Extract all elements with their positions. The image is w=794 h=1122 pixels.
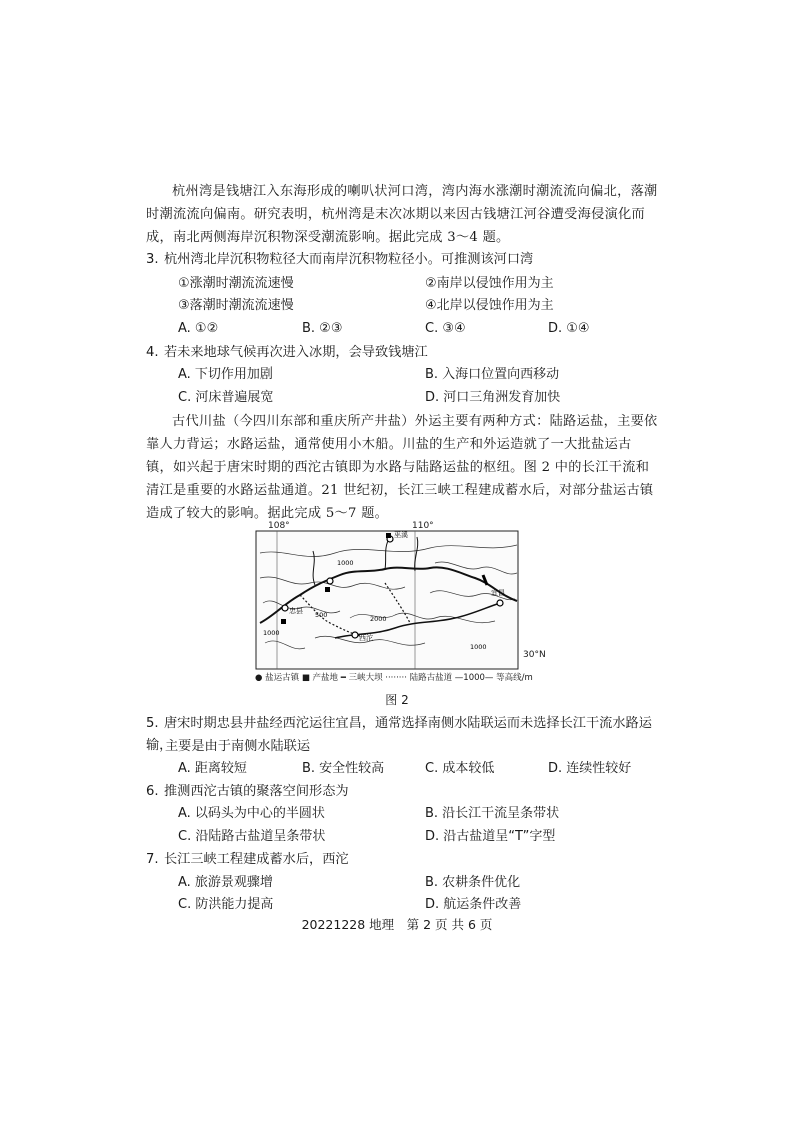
question-number: 6.: [146, 784, 159, 799]
question-6: [146, 781, 666, 803]
option-d[interactable]: D. 沿古盐道呈“T”字型: [425, 829, 556, 844]
option-d[interactable]: D. 河口三角洲发育加快: [425, 390, 561, 405]
option-c[interactable]: C. 防洪能力提高: [178, 897, 274, 912]
option-d[interactable]: D. 连续性较好: [548, 761, 632, 776]
question-stem: 唐宋时期忠县井盐经西沱运往宜昌，通常选择南侧水陆联运而未选择长江干流水路运输，: [146, 716, 652, 753]
map-legend: ● 盐运古镇 ■ 产盐地 ━ 三峡大坝 ········ 陆路古盐道 —1000— 等高线/m: [255, 673, 533, 683]
option-b[interactable]: B. 农耕条件优化: [425, 875, 521, 890]
passage-sichuan-salt: 古代川盐（今四川东部和重庆所产井盐）外运主要有两种方式：陆路运盐，主要依靠人力背运；水路运盐，通常使用小木船。川盐的生产和外运造就了一大批盐运古镇，如兴起于唐宋时期的西沱古镇即为水路与陆路运盐的枢纽。图 2 中的长江干流和清江是重要的水路运盐通道。21 世纪初，长江三峡工程建成蓄水后，对部分盐运古镇造成了较大的影响。据此完成 5～7 题。: [146, 414, 658, 521]
option-a[interactable]: A. ①②: [178, 321, 219, 336]
option-b[interactable]: B. 安全性较高: [302, 761, 385, 776]
option-a[interactable]: A. 以码头为中心的半圆状: [178, 806, 325, 821]
question-7: [146, 849, 666, 871]
longitude-110-label: 110°: [412, 521, 434, 531]
map-label-yichang: 宜昌: [491, 589, 505, 597]
option-c[interactable]: C. ③④: [425, 321, 466, 336]
question-number: 4.: [146, 345, 159, 360]
option-c[interactable]: C. 沿陆路古盐道呈条带状: [178, 829, 326, 844]
statement-4: ④北岸以侵蚀作用为主: [425, 298, 554, 313]
map-label-wuxi: 巫溪: [394, 531, 408, 539]
map-label-zhongxian: 忠县: [289, 607, 303, 615]
contour-label: 1000: [337, 559, 354, 567]
passage-hangzhou-bay: 杭州湾是钱塘江入东海形成的喇叭状河口湾，湾内海水涨潮时潮流流向偏北，落潮时潮流流向偏南。研究表明，杭州湾是末次冰期以来因古钱塘江河谷遭受海侵演化而成，南北两侧海岸沉积物深受潮流影响。据此完成 3～4 题。: [146, 184, 658, 245]
option-c[interactable]: C. 河床普遍展宽: [178, 390, 274, 405]
latitude-30n-label: 30°N: [523, 650, 546, 660]
question-stem: 长江三峡工程建成蓄水后，西沱: [164, 852, 349, 867]
question-number: 3.: [146, 252, 159, 267]
longitude-108-label: 108°: [268, 521, 290, 531]
question-stem: 推测西沱古镇的聚落空间形态为: [164, 784, 349, 799]
option-a[interactable]: A. 距离较短: [178, 761, 247, 776]
option-d[interactable]: D. ①④: [548, 321, 590, 336]
question-stem-continued: 主要是由于南侧水陆联运: [165, 739, 311, 754]
question-stem: 杭州湾北岸沉积物粒径大而南岸沉积物粒径小。可推测该河口湾: [164, 252, 534, 267]
option-b[interactable]: B. 入海口位置向西移动: [425, 367, 560, 382]
option-b[interactable]: B. 沿长江干流呈条带状: [425, 806, 560, 821]
option-b[interactable]: B. ②③: [302, 321, 343, 336]
page-footer: 20221228 地理 第 2 页 共 6 页: [301, 917, 493, 932]
option-c[interactable]: C. 成本较低: [425, 761, 495, 776]
salt-route-map: [255, 523, 520, 683]
figure-caption: 图 2: [385, 693, 409, 707]
option-a[interactable]: A. 旅游景观骤增: [178, 875, 273, 890]
contour-label: 1000: [263, 629, 280, 637]
contour-label: 2000: [370, 615, 387, 623]
option-d[interactable]: D. 航运条件改善: [425, 897, 522, 912]
statement-2: ②南岸以侵蚀作用为主: [425, 276, 554, 291]
question-stem: 若未来地球气候再次进入冰期，会导致钱塘江: [164, 345, 428, 360]
statement-3: ③落潮时潮流流速慢: [178, 298, 294, 313]
map-label-xituo: 西沱: [359, 634, 373, 642]
question-3: [146, 249, 666, 271]
question-number: 5.: [146, 716, 159, 731]
question-4: [146, 342, 666, 364]
map-svg: [255, 523, 520, 671]
statement-1: ①涨潮时潮流流速慢: [178, 276, 294, 291]
contour-label: 500: [315, 611, 328, 619]
question-number: 7.: [146, 852, 159, 867]
option-a[interactable]: A. 下切作用加剧: [178, 367, 273, 382]
contour-label: 1000: [470, 643, 487, 651]
